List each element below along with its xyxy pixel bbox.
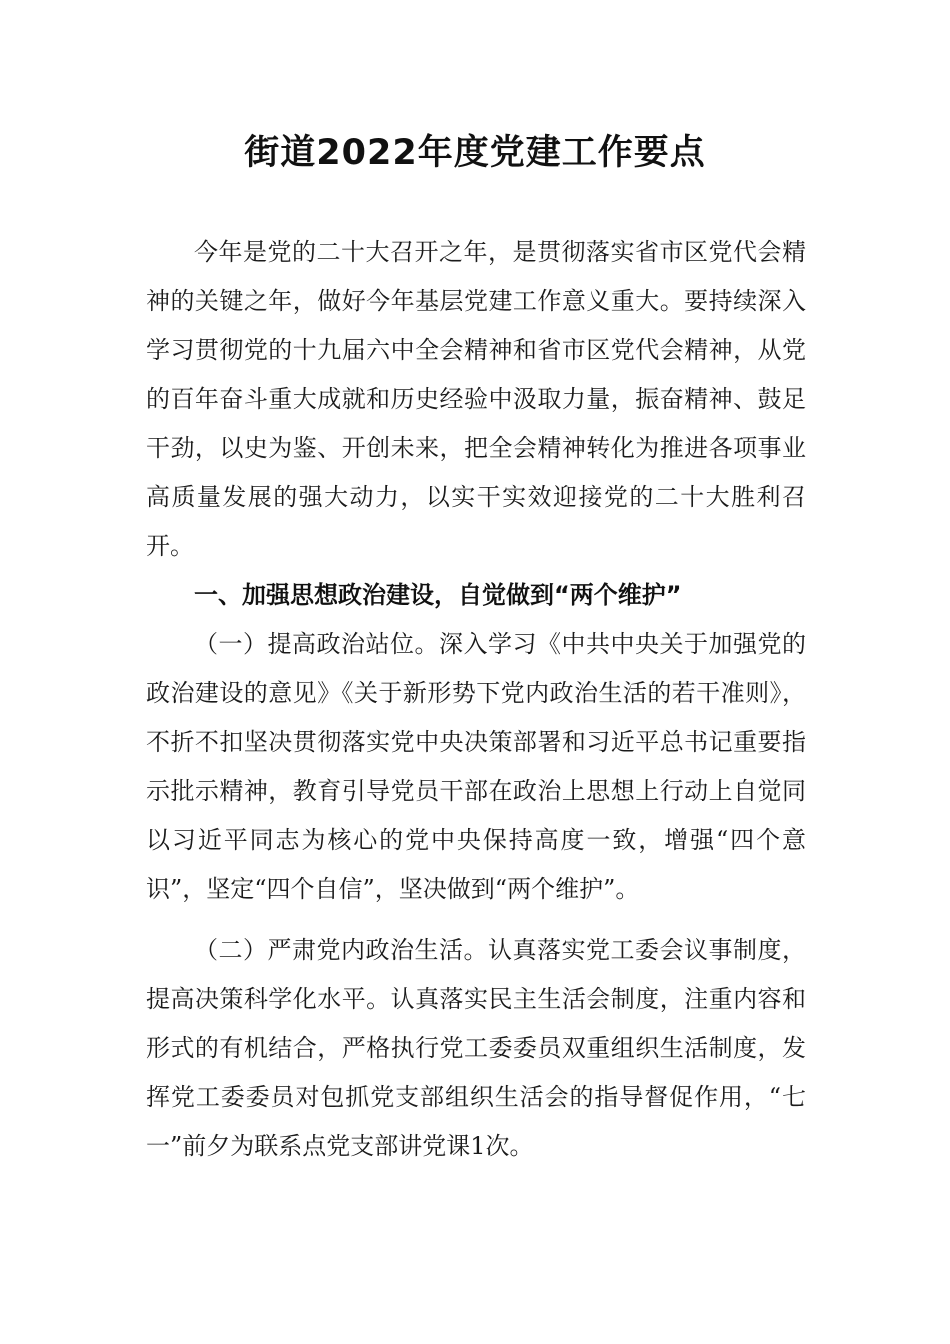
section-item-paragraph: （一）提高政治站位。深入学习《中共中央关于加强党的政治建设的意见》《关于新形势下党内政治生活的若干准则》，不折不扣坚决贯彻落实党中央决策部署和习近平总书记重要指示批示精神，教育引导党员干部在政治上思想上行动上自觉同以习近平同志为核心的党中央保持高度一致，增强“四个意识”，坚定“四个自信”，坚决做到“两个维护”。: [146, 630, 806, 903]
section-item-paragraph: （二）严肃党内政治生活。认真落实党工委会议事制度，提高决策科学化水平。认真落实民主生活会制度，注重内容和形式的有机结合，严格执行党工委委员双重组织生活制度，发挥党工委委员对包抓党支部组织生活会的指导督促作用，“七一”前夕为联系点党支部讲党课1次。: [146, 936, 806, 1160]
intro-paragraph: 今年是党的二十大召开之年，是贯彻落实省市区党代会精神的关键之年，做好今年基层党建工作意义重大。要持续深入学习贯彻党的十九届六中全会精神和省市区党代会精神，从党的百年奋斗重大成就和历史经验中汲取力量，振奋精神、鼓足干劲，以史为鉴、开创未来，把全会精神转化为推进各项事业高质量发展的强大动力，以实干实效迎接党的二十大胜利召开。: [146, 238, 806, 560]
section-heading: 一、加强思想政治建设，自觉做到“两个维护”: [194, 581, 682, 609]
document-title: 街道2022年度党建工作要点: [244, 133, 706, 173]
document-body: [146, 228, 806, 1171]
